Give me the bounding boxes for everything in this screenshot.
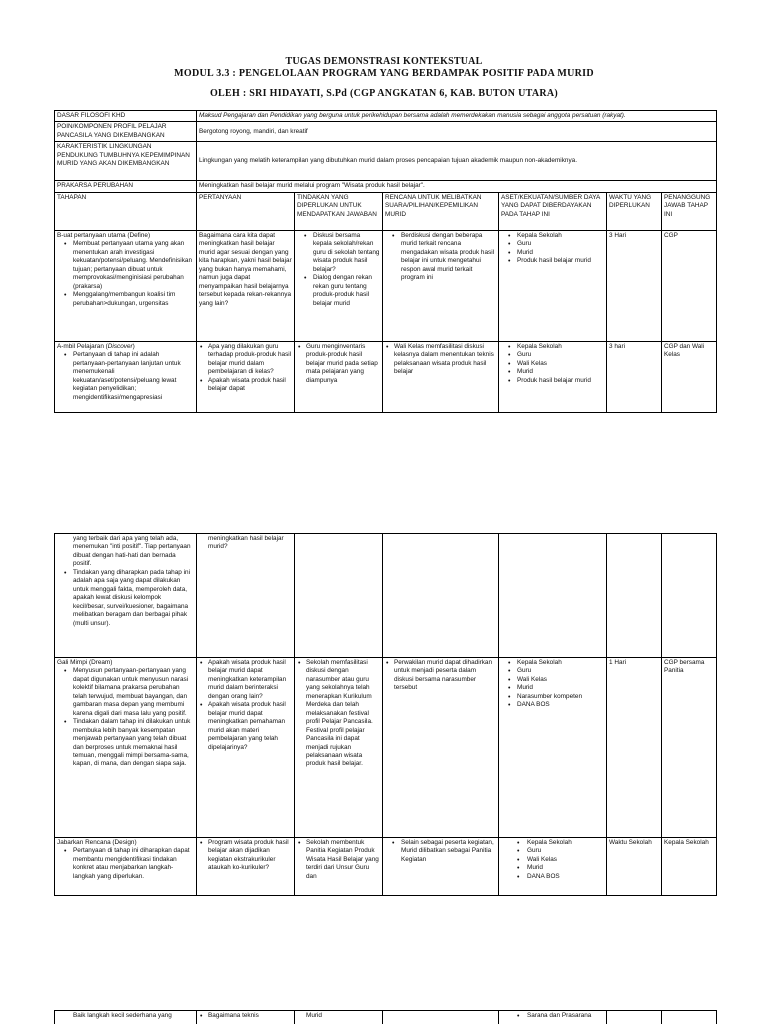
list-item: • Sarana dan Prasarana: [501, 1012, 604, 1020]
stage-row-partial: [55, 1011, 717, 1024]
define-aset: [499, 230, 607, 341]
info-label: DASAR FILOSOFI KHD: [55, 111, 197, 122]
list-item: • Guru: [501, 667, 604, 675]
design-tindakan: [295, 838, 383, 896]
discover-tindakan: [295, 341, 383, 412]
info-label: POIN/KOMPONEN PROFIL PELAJAR PANCASILA YANG DIKEMBANGKAN: [55, 122, 197, 142]
design-waktu: Waktu Sekolah: [607, 838, 662, 896]
plan-table-page-3: [54, 1010, 717, 1024]
stage-row-discover: [55, 341, 717, 412]
list-item: • Produk hasil belajar murid: [501, 257, 604, 265]
list-item: • Guru: [501, 847, 604, 855]
info-row: [55, 142, 717, 181]
dream-tindakan: [295, 658, 383, 838]
define-rencana: [383, 230, 499, 341]
col-pertanyaan: PERTANYAAN: [197, 192, 295, 230]
list-item: • Selain sebagai peserta kegiatan, Murid dilibatkan sebagai Panitia Kegiatan: [385, 839, 496, 864]
list-item: • Apa yang dilakukan guru terhadap produk-produk hasil belajar murid dalam pembelajaran di kelas?: [199, 343, 292, 377]
list-item: • Murid: [501, 249, 604, 257]
list-item: • Perwakilan murid dapat dihadirkan untuk menjadi peserta dalam diskusi bersama narasumber tersebut: [385, 659, 496, 693]
list-item: • Guru: [501, 240, 604, 248]
doc-title: TUGAS DEMONSTRASI KONTEKSTUAL: [285, 56, 483, 67]
list-item: • Kepala Sekolah: [501, 232, 604, 240]
info-row: [55, 122, 717, 142]
stage-title: B-uat pertanyaan utama (Define): [57, 231, 151, 239]
list-item: • Membuat pertanyaan utama yang akan menentukan arah investigasi kekuatan/potensi/peluang. Mendefinisikan tujuan; pertanyaan dibuat untuk memprovokasi/menginisiasi perubahan (prakarsa): [57, 240, 194, 291]
list-item: • Kepala Sekolah: [501, 839, 604, 847]
col-waktu: WAKTU YANG DIPERLUKAN: [607, 192, 662, 230]
dream-aset: [499, 658, 607, 838]
list-item: • Pertanyaan di tahap ini diharapkan dapat membantu mengidentifikasi tindakan konkret atau menjabarkan langkah-langkah yang diperlukan.: [57, 847, 194, 881]
list-item: • Apakah wisata produk hasil belajar murid dapat meningkatkan keterampilan murid dalam berinteraksi dengan orang lain?: [199, 659, 292, 701]
discover-pj: CGP dan Wali Kelas: [662, 341, 717, 412]
stage-title: A-mbil Pelajaran (Discover): [57, 342, 135, 350]
list-item: • Program wisata produk hasil belajar akan dijadikan kegiatan ekstrakurikuler ataukah ko-kurikuler?: [199, 839, 292, 873]
list-item: • Kepala Sekolah: [501, 343, 604, 351]
list-item: • Tindakan yang diharapkan pada tahap ini adalah apa saja yang dapat dilakukan untuk menggali fakta, memperoleh data, apakah lewat diskusi kelompok kecil/besar, survei/kuesioner, bagaimana melibatkan beragam dan berbagai pihak (multi unsur).: [57, 569, 194, 628]
plan-table-page-2: [54, 533, 717, 896]
stage-row-discover-cont: [55, 534, 717, 658]
list-item: • Wali Kelas: [501, 360, 604, 368]
info-value: Meningkatkan hasil belajar murid melalui program "Wisata produk hasil belajar".: [197, 181, 717, 192]
list-item: • Tindakan dalam tahap ini dilakukan untuk membuka lebih banyak kesempatan menjawab pertanyaan yang telah dibuat dan berproses untuk memaknai hasil temuan, menggali mimpi bersama-sama, kapan, di mana, dan dengan siapa saja.: [57, 718, 194, 769]
define-waktu: 3 Hari: [607, 230, 662, 341]
list-item: • Apakah wisata produk hasil belajar dapat: [199, 377, 292, 394]
list-item: • Menyusun pertanyaan-pertanyaan yang dapat digunakan untuk menyusun narasi kolektif bilamana prakarsa perubahan telah terwujud, membuat bayangan, dan gambaran masa depan yang membumi karena digali dari masa lalu yang positif.: [57, 667, 194, 718]
dream-rencana: [383, 658, 499, 838]
list-item: • DANA BOS: [501, 701, 604, 709]
list-item: • Diskusi bersama kepala sekolah/rekan guru di sekolah tentang wisata produk hasil belajar?: [297, 232, 380, 274]
col-tahapan: TAHAPAN: [55, 192, 197, 230]
dream-tahapan: [55, 658, 197, 838]
discover-waktu: 3 hari: [607, 341, 662, 412]
stage-title: Jabarkan Rencana (Design): [57, 839, 137, 846]
design-rencana: [383, 838, 499, 896]
dream-pertanyaan: [197, 658, 295, 838]
list-item: • Sekolah membentuk Panitia Kegiatan Produk Wisata Hasil Belajar yang terdiri dari Unsur Guru dan: [297, 839, 380, 881]
list-item: • Sekolah memfasilitasi diskusi dengan narasumber atau guru yang sekolahnya telah menerapkan Kurikulum Merdeka dan telah melaksanakan festival profil Pelajar Pancasila. Festival profil pelajar Pancasila ini dapat menjadi rujukan pelaksanaan wisata produk hasil belajar.: [297, 659, 380, 769]
define-tindakan: [295, 230, 383, 341]
info-value: Bergotong royong, mandiri, dan kreatif: [197, 122, 717, 142]
discover-pertanyaan-cont: [197, 534, 295, 658]
info-label: PRAKARSA PERUBAHAN: [55, 181, 197, 192]
col-pj: PENANGGUNG JAWAB TAHAP INI: [662, 192, 717, 230]
list-item: • DANA BOS: [501, 873, 604, 881]
define-tahapan: [55, 230, 197, 341]
list-item: • Bagaimana teknis: [199, 1012, 292, 1020]
stage-row-dream: [55, 658, 717, 838]
define-pertanyaan: Bagaimana cara kita dapat meningkatkan hasil belajar murid agar sesuai dengan yang kita harapkan, yakni hasil belajar yang bukan hanya memahami, namun juga dapat menyampaikan hasil belajarnya tersebut kepada rekan-rekannya yang lain?: [197, 230, 295, 341]
list-item: • Apakah wisata produk hasil belajar murid dapat meningkatkan pemahaman murid akan materi pembelajaran yang telah dipelajarinya?: [199, 701, 292, 752]
col-tindakan: TINDAKAN YANG DIPERLUKAN UNTUK MENDAPATKAN JAWABAN: [295, 192, 383, 230]
list-item: • Murid: [501, 684, 604, 692]
list-item: • Wali Kelas: [501, 676, 604, 684]
list-item: • Berdiskusi dengan beberapa murid terkait rencana mengadakan wisata produk hasil belajar ini untuk mengetahui respon awal murid terkait program ini: [385, 232, 496, 283]
dream-waktu: 1 Hari: [607, 658, 662, 838]
doc-author: OLEH : SRI HIDAYATI, S.Pd (CGP ANGKATAN 6, KAB. BUTON UTARA): [209, 88, 559, 99]
stage-title: Gali Mimpi (Dream): [57, 659, 113, 666]
list-item: • Wali Kelas: [501, 856, 604, 864]
info-row: [55, 111, 717, 122]
plan-table-page-1: [54, 110, 717, 413]
list-item: • Dialog dengan rekan rekan guru tentang produk-produk hasil belajar murid: [297, 274, 380, 308]
design-pj: Kepala Sekolah: [662, 838, 717, 896]
list-item: • Narasumber kompeten: [501, 693, 604, 701]
info-label: KARAKTERISTIK LINGKUNGAN PENDUKUNG TUMBUHNYA KEPEMIMPINAN MURID YANG AKAN DIKEMBANGKAN: [55, 142, 197, 181]
list-item: • Produk hasil belajar murid: [501, 377, 604, 385]
continued-text: yang terbaik dari apa yang telah ada, menemukan "inti positif". Tiap pertanyaan dibuat dengan hati-hati dan bernada positif.: [73, 535, 191, 568]
column-header-row: [55, 192, 717, 230]
discover-pertanyaan: [197, 341, 295, 412]
doc-module: MODUL 3.3 : PENGELOLAAN PROGRAM YANG BERDAMPAK POSITIF PADA MURID: [174, 68, 594, 79]
stage-row-define: [55, 230, 717, 341]
list-item: • Wali Kelas memfasilitasi diskusi kelasnya dalam menentukan teknis pelaksanaan wisata produk hasil belajar: [385, 343, 496, 377]
continued-text: meningkatkan hasil belajar murid?: [208, 535, 284, 551]
define-pj: CGP: [662, 230, 717, 341]
design-aset: [499, 838, 607, 896]
col-rencana: RENCANA UNTUK MELIBATKAN SUARA/PILIHAN/KEPEMILIKAN MURID: [383, 192, 499, 230]
dream-pj: CGP bersama Panitia: [662, 658, 717, 838]
stage-row-design: [55, 838, 717, 896]
continued-text: Murid: [306, 1012, 322, 1019]
discover-rencana: [383, 341, 499, 412]
list-item: • Menggalang/membangun koalisi tim perubahan>dukungan, urgensitas: [57, 291, 194, 308]
design-pertanyaan: [197, 838, 295, 896]
design-tahapan: [55, 838, 197, 896]
list-item: • Guru menginventaris produk-produk hasil belajar murid pada setiap mata pelajaran yang diampunya: [297, 343, 380, 385]
discover-tahapan-cont: [55, 534, 197, 658]
info-value: Lingkungan yang melatih keterampilan yang dibutuhkan murid dalam proses pencapaian tujuan akademik maupun non-akademiknya.: [197, 142, 717, 181]
list-item: • Guru: [501, 351, 604, 359]
list-item: • Pertanyaan di tahap ini adalah pertanyaan-pertanyaan lanjutan untuk menemukenali kekuatan/aset/potensi/peluang lewat kegiatan penyelidikan; mengidentifikasi/mengapresiasi: [57, 351, 194, 402]
continued-text: Baik langkah kecil sederhana yang: [73, 1012, 172, 1019]
info-row: [55, 181, 717, 192]
discover-aset: [499, 341, 607, 412]
discover-tahapan: [55, 341, 197, 412]
list-item: • Murid: [501, 864, 604, 872]
info-value: Maksud Pengajaran dan Pendidikan yang berguna untuk perikehidupan bersama adalah memerdekakan manusia sebagai anggota persatuan (rakyat).: [197, 111, 717, 122]
list-item: • Kepala Sekolah: [501, 659, 604, 667]
list-item: • Murid: [501, 368, 604, 376]
col-aset: ASET/KEKUATAN/SUMBER DAYA YANG DAPAT DIBERDAYAKAN PADA TAHAP INI: [499, 192, 607, 230]
